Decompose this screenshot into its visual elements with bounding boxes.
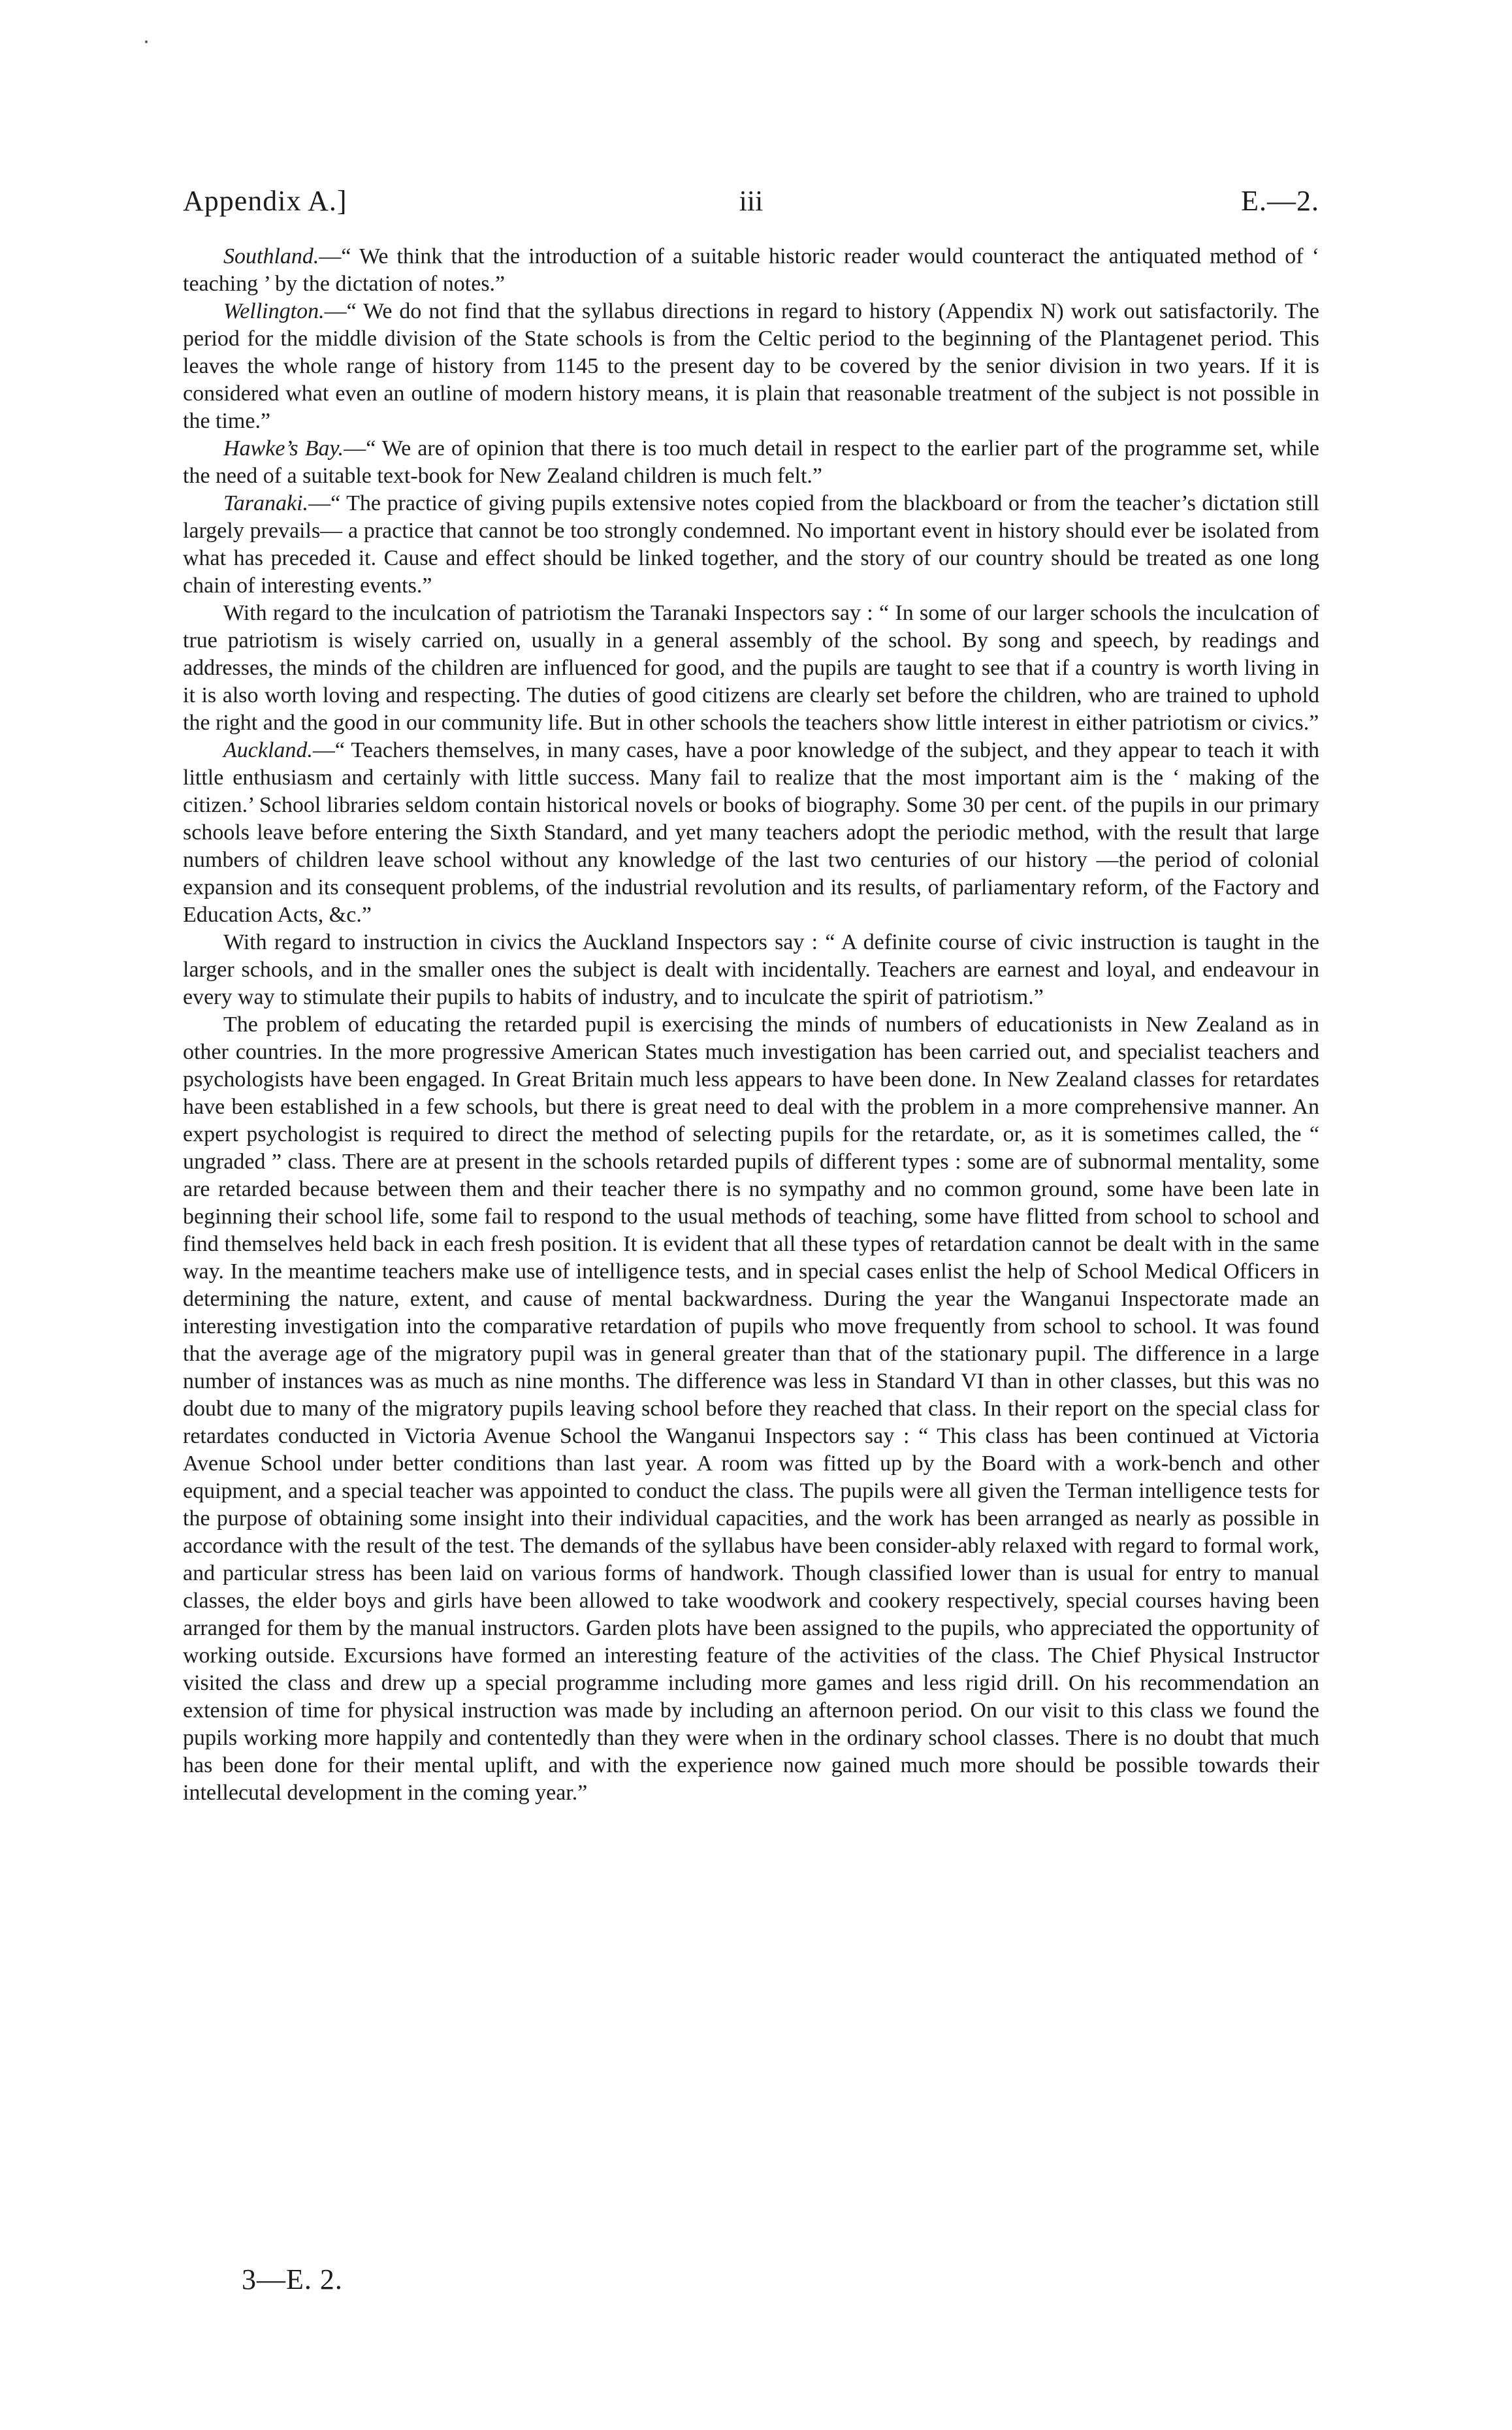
paragraph-retarded-pupil (183, 1011, 1319, 1807)
paragraph-text: With regard to the inculcation of patriotism the Taranaki Inspectors say : “ In some of our larger schools the inculcation of true patriotism is wisely carried on, usually in a general assembly of the school. By song and speech, by readings and addresses, the minds of the children are influenced for good, and the pupils are taught to see that if a country is worth living in it is also worth loving and respecting. The duties of good citizens are clearly set before the children, who are trained to uphold the right and the good in our community life. But in other schools the teachers show little interest in either patriotism or civics.” (183, 601, 1319, 735)
region-name: Southland. (223, 244, 319, 268)
paragraph-hawkes-bay (183, 435, 1319, 490)
paragraph-wellington (183, 298, 1319, 435)
paragraph-auckland (183, 737, 1319, 929)
region-name: Hawke’s Bay. (223, 436, 344, 461)
body-text (183, 243, 1319, 1807)
paragraph-text: —“ We think that the introduction of a suitable historic reader would counteract the antiquated method of ‘ teaching ’ by the dictation of notes.” (183, 244, 1319, 296)
paragraph-text: The problem of educating the retarded pupil is exercising the minds of numbers of educationists in New Zealand as in other countries. In the more progressive American States much investigation has been carried out, and specialist teachers and psychologists have been engaged. In Great Britain much less appears to have been done. In New Zealand classes for retardates have been established in a few schools, but there is great need to deal with the problem in a more comprehensive manner. An expert psychologist is required to direct the method of selecting pupils for the retardate, or, as it is sometimes called, the “ ungraded ” class. There are at present in the schools retarded pupils of different types : some are of subnormal mentality, some are retarded because between them and their teacher there is no sympathy and no common ground, some have been late in beginning their school life, some fail to respond to the usual methods of teaching, some have flitted from school to school and find themselves held back in each fresh position. It is evident that all these types of retardation cannot be dealt with in the same way. In the meantime teachers make use of intelligence tests, and in special cases enlist the help of School Medical Officers in determining the nature, extent, and cause of mental backwardness. During the year the Wanganui Inspectorate made an interesting investigation into the comparative retardation of pupils who move frequently from school to school. It was found that the average age of the migratory pupil was in general greater than that of the stationary pupil. The difference in a large number of instances was as much as nine months. The difference was less in Standard VI than in other classes, but this was no doubt due to many of the migratory pupils leaving school before they reached that class. In their report on the special class for retardates conducted in Victoria Avenue School the Wanganui Inspectors say : “ This class has been continued at Victoria Avenue School under better conditions than last year. A room was fitted up by the Board with a work-bench and other equipment, and a special teacher was appointed to conduct the class. The pupils were all given the Terman intelligence tests for the purpose of obtaining some insight into their individual capacities, and the work has been arranged as nearly as possible in accordance with the result of the test. The demands of the syllabus have been consider-ably relaxed with regard to formal work, and particular stress has been laid on various forms of handwork. Though classified lower than is usual for entry to manual classes, the elder boys and girls have been allowed to take woodwork and cookery respectively, special courses having been arranged for them by the manual instructors. Garden plots have been assigned to the pupils, who appreciated the opportunity of working outside. Excursions have formed an interesting feature of the activities of the class. The Chief Physical Instructor visited the class and drew up a special programme including more games and less rigid drill. On his recommendation an extension of time for physical instruction was made by including an afternoon period. On our visit to this class we found the pupils working more happily and contentedly than they were when in the ordinary school classes. There is no doubt that much has been done for their mental uplift, and with the experience now gained much more should be possible towards their intellecutal development in the coming year.” (183, 1012, 1319, 1805)
paragraph-auckland-civics (183, 929, 1319, 1011)
paragraph-text: —“ We are of opinion that there is too much detail in respect to the earlier part of the programme set, while the need of a suitable text-book for New Zealand children is much felt.” (183, 436, 1319, 488)
header-page-number: iii (739, 185, 764, 217)
paragraph-text: —“ The practice of giving pupils extensive notes copied from the blackboard or from the teacher’s dictation still largely prevails— a practice that cannot be too strongly condemned. No important event in history should ever be isolated from what has preceded it. Cause and effect should be linked together, and the story of our country should be treated as one long chain of interesting events.” (183, 491, 1319, 598)
region-name: Wellington. (223, 299, 325, 323)
paragraph-taranaki (183, 490, 1319, 600)
region-name: Taranaki. (223, 491, 309, 515)
paragraph-text: —“ Teachers themselves, in many cases, have a poor knowledge of the subject, and they appear to teach it with little enthusiasm and certainly with little success. Many fail to realize that the most important aim is the ‘ making of the citizen.’ School libraries seldom contain historical novels or books of biography. Some 30 per cent. of the pupils in our primary schools leave before entering the Sixth Standard, and yet many teachers adopt the periodic method, with the result that large numbers of children leave school without any knowledge of the last two centuries of our history —the period of colonial expansion and its consequent problems, of the industrial revolution and its results, of parliamentary reform, of the Factory and Education Acts, &c.” (183, 738, 1319, 927)
header-paper-code: E.—2. (1241, 185, 1319, 217)
paragraph-text: —“ We do not find that the syllabus directions in regard to history (Appendix N) work out satisfactorily. The period for the middle division of the State schools is from the Celtic period to the beginning of the Plantagenet period. This leaves the whole range of history from 1145 to the present day to be covered by the senior division in two years. If it is considered what even an outline of modern history means, it is plain that reasonable treatment of the subject is not possible in the time.” (183, 299, 1319, 433)
paragraph-text: With regard to instruction in civics the Auckland Inspectors say : “ A definite course of civic instruction is taught in the larger schools, and in the smaller ones the subject is dealt with incidentally. Teachers are earnest and loyal, and endeavour in every way to stimulate their pupils to habits of industry, and to inculcate the spirit of patriotism.” (183, 930, 1319, 1009)
scan-speck (145, 40, 148, 43)
running-header (183, 182, 1319, 221)
header-appendix: Appendix A.] (183, 185, 347, 217)
printer-signature: 3—E. 2. (242, 2263, 343, 2295)
region-name: Auckland. (223, 738, 313, 762)
paragraph-southland (183, 243, 1319, 298)
paragraph-taranaki-patriotism (183, 600, 1319, 737)
